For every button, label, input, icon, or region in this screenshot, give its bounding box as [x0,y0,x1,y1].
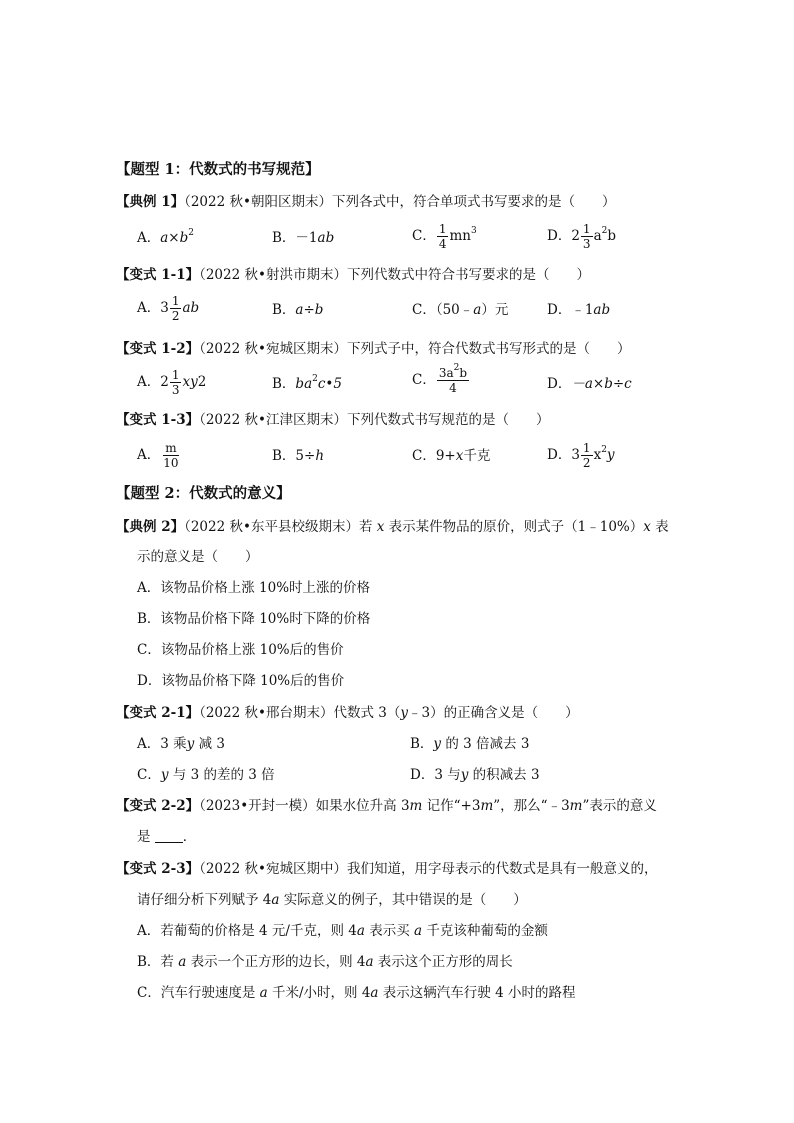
fraction [170,294,182,323]
denominator: 3 [582,237,591,251]
option-label: A． [137,230,161,246]
section-title-2: 【题型 2：代数式的意义】 [116,485,291,502]
denominator: 2 [582,456,591,470]
question-tag: 【变式 2-3】 [116,861,200,877]
option-text: C．汽车行驶速度是 [137,985,260,1001]
question-example-2 [116,518,669,536]
option-text: 的积减去 3 [468,767,540,783]
fraction [437,222,449,251]
exponent: 2 [601,226,608,236]
option-a [137,441,182,470]
option-text: 表示一个正方形的边长，则 4 [186,954,366,970]
option-label: C． [412,228,436,244]
option-var: ab [593,302,611,318]
option-a [137,368,206,397]
question-variant-1-2 [116,340,630,358]
fraction [581,441,593,470]
whole-number: 2 [160,374,169,390]
option-expr: 9+ [435,448,456,464]
option-label: B． [410,736,434,752]
num-part: 3 [438,366,447,380]
option-text: 千克该种葡萄的金额 [422,923,548,939]
exponent: 2 [453,363,460,373]
option-label: A．3 乘 [137,736,187,752]
option-label: C． [412,372,436,388]
question-var: x [376,519,385,535]
question-text: （2022 秋•朝阳区期末）下列各式中，符合单项式书写要求的是（ ） [184,194,616,210]
option-c [412,363,470,395]
question-variant-1-1 [116,266,590,284]
option-label: D． [547,376,572,392]
fraction [170,368,182,397]
option-a [137,922,548,940]
question-tag: 【变式 2-1】 [116,705,200,721]
answer-blank[interactable] [155,830,183,843]
question-variant-2-3 [116,860,657,878]
question-var: m [569,798,583,814]
option-d [547,441,615,470]
numerator [437,363,469,381]
question-example-1 [116,193,615,211]
option-b [272,229,334,247]
option-c [137,984,575,1002]
option-label: B． [272,302,296,318]
option-text: 表示这辆汽车行驶 4 小时的路程 [378,985,576,1001]
question-var: m [480,798,494,814]
option-expr: b [607,228,617,244]
option-label: C． [412,448,436,464]
option-var: y [160,767,169,783]
question-text: ”，那么“﹣3 [493,798,570,814]
option-label: D． [547,302,572,318]
question-text: 记作“+3 [422,798,481,814]
option-label: C． [137,767,161,783]
option-c [412,447,490,465]
numerator: 1 [582,441,591,455]
option-c [412,301,508,319]
option-label: C． [412,302,436,318]
option-c [412,222,477,251]
question-var: y [400,705,408,721]
question-tag: 【变式 1-2】 [116,341,200,357]
question-text-continued [137,891,527,909]
option-expr: （50﹣ [435,302,474,318]
option-b [272,375,342,393]
question-var: m [409,798,423,814]
option-var: y [606,447,615,463]
option-var: a [370,985,379,1001]
option-expr: ﹣1 [571,302,594,318]
option-expr: x [593,447,602,463]
question-text: （2022 秋•射洪市期末）下列代数式中符合书写要求的是（ ） [199,267,590,283]
option-label: D． [547,228,572,244]
option-var: ab [317,230,335,246]
option-label: A． [137,374,161,390]
question-var: a [271,892,280,908]
exponent: 3 [470,226,477,236]
question-text: 实际意义的例子，其中错误的是（ ） [279,892,527,908]
exponent: 2 [601,445,607,455]
section-title-1: 【题型 1：代数式的书写规范】 [116,161,320,178]
fraction [437,363,469,395]
option-a: A．该物品价格上涨 10%时上涨的价格 [137,580,371,596]
denominator: 4 [438,237,447,251]
option-var: a [414,923,423,939]
question-text-continued: 示的意义是（ ） [137,549,259,565]
option-label: B． [272,230,296,246]
question-text-continued [137,828,196,846]
option-expr: 2 [197,374,207,390]
question-tag: 【变式 1-1】 [116,267,200,283]
option-text: B．若 [137,954,179,970]
option-var: xy [182,374,198,390]
fraction [581,222,593,251]
denominator: 3 [171,383,180,397]
option-var: a [473,302,482,318]
fraction [161,441,180,470]
option-var: a [365,954,374,970]
option-b: B．该物品价格下降 10%时下降的价格 [137,611,371,627]
option-text: 减 3 [194,736,225,752]
denominator: 10 [163,456,179,470]
option-text: 表示这个正方形的周长 [373,954,513,970]
option-expr: －a×b÷c [571,376,632,392]
question-text: （2022 秋•宛城区期中）我们知道，用字母表示的代数式是具有一般意义的， [199,861,658,877]
option-d [547,301,610,319]
question-text: （2022 秋•邢台期末）代数式 3（ [199,705,401,721]
question-tag: 【变式 2-2】 [116,798,200,814]
option-var: a [356,923,365,939]
numerator: 1 [438,222,447,236]
option-b [410,735,529,753]
question-text: ﹣3）的正确含义是（ ） [407,705,579,721]
option-expr: 千克 [463,448,491,464]
option-a [137,294,199,323]
option-expr: mn [449,228,471,244]
question-text: ”表示的意义 [582,798,657,814]
option-var: h [315,448,325,464]
whole-number: 3 [160,300,169,316]
option-a [137,735,225,753]
num-part: a [446,366,454,380]
option-c: C．该物品价格上涨 10%后的售价 [137,642,344,658]
option-label: A． [137,447,161,463]
option-b [272,301,323,319]
num-part: b [459,366,468,380]
option-d [410,766,540,784]
option-b [137,953,513,971]
option-var: a [178,954,187,970]
question-text: （2023•开封一模）如果水位升高 3 [199,798,410,814]
option-label: D．3 与 [410,767,461,783]
option-label: B． [272,448,296,464]
question-var: x [643,519,651,535]
numerator: 1 [171,368,180,382]
option-var: ab [182,300,200,316]
option-text: 的 3 倍减去 3 [441,736,530,752]
numerator: 1 [582,222,591,236]
question-text: 表示某件物品的原价，则式子（1﹣10%） [384,519,644,535]
option-expr: ）元 [481,302,509,318]
option-var: y [433,736,442,752]
question-tag: 【变式 1-3】 [116,412,200,428]
question-text: （2022 秋•东平县校级期末）若 [184,519,377,535]
exponent: 2 [188,228,194,238]
question-variant-2-1 [116,704,579,722]
question-text: ． [182,829,197,845]
option-text: A．若葡萄的价格是 4 元/千克，则 4 [137,923,357,939]
question-text: （2022 秋•江津区期末）下列代数式书写规范的是（ ） [199,412,550,428]
option-expr: c•5 [317,376,342,392]
option-var: x [455,448,464,464]
numerator: 1 [171,294,180,308]
option-var: a [259,985,268,1001]
option-label: B． [272,376,296,392]
denominator: 4 [449,381,457,395]
question-text: 表 [650,519,669,535]
whole-number: 3 [571,447,580,463]
question-tag: 【典例 2】 [116,519,185,535]
option-expr: a×b [160,230,189,246]
option-b [272,447,324,465]
option-var: y [460,767,469,783]
option-expr: a [593,228,602,244]
numerator: m [165,441,177,455]
option-label: A． [137,300,161,316]
exponent: 2 [312,374,318,384]
option-d [547,375,632,393]
option-d [547,222,616,251]
question-text: 请仔细分析下列赋予 4 [137,892,272,908]
option-expr: －1 [295,230,318,246]
question-tag: 【典例 1】 [116,194,185,210]
option-text: 与 3 的差的 3 倍 [168,767,275,783]
option-expr: 5÷ [295,448,316,464]
option-var: ba [295,376,313,392]
question-text: （2022 秋•宛城区期末）下列式子中，符合代数式书写形式的是（ ） [199,341,631,357]
option-c [137,766,275,784]
option-a [137,229,194,247]
option-expr: a÷b [295,302,324,318]
option-text: 千米/小时，则 4 [267,985,371,1001]
question-text: 是 [137,829,151,845]
denominator: 2 [171,309,180,323]
whole-number: 2 [571,228,580,244]
option-d: D．该物品价格下降 10%后的售价 [137,673,345,689]
question-variant-2-2 [116,797,657,815]
option-var: y [186,736,195,752]
option-label: D． [547,447,572,463]
option-text: 表示买 [364,923,415,939]
question-variant-1-3 [116,411,549,429]
